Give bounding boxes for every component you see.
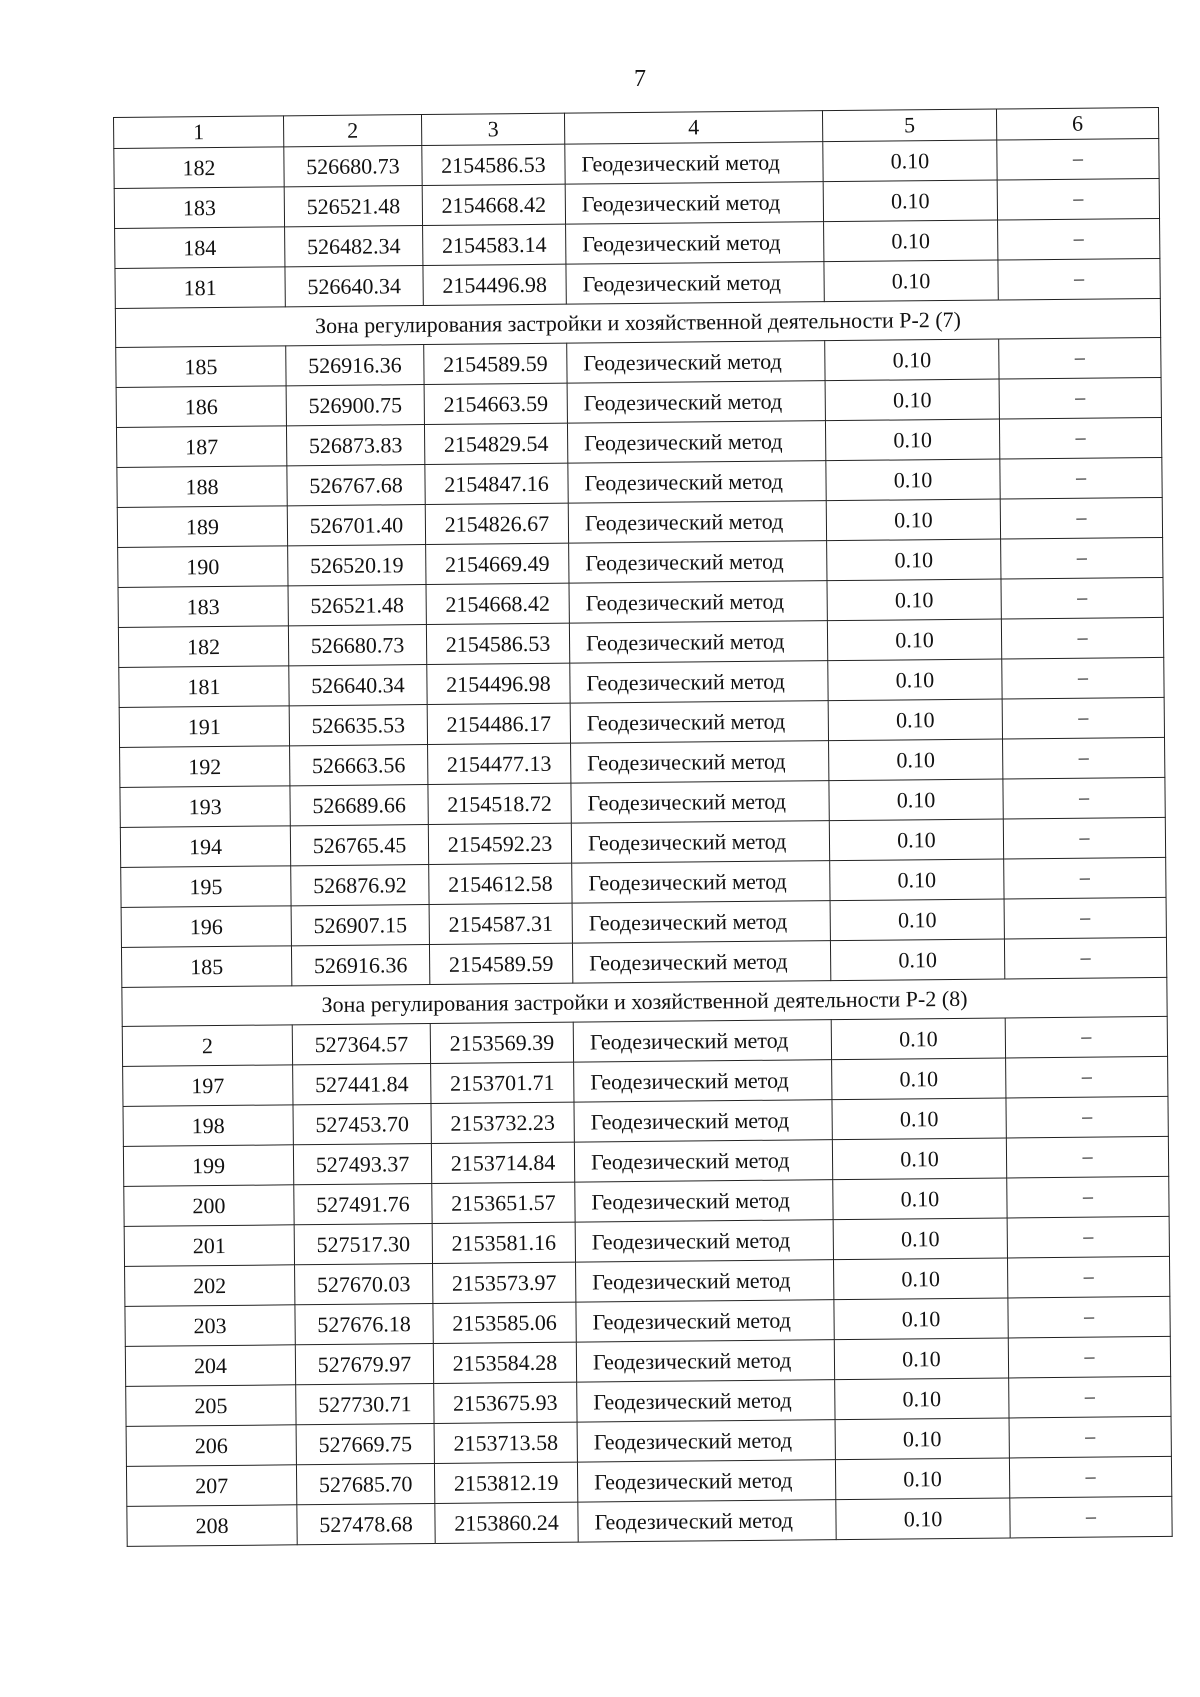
point-number-cell: 196: [121, 906, 291, 948]
note-cell: –: [1006, 1056, 1168, 1098]
note-cell: –: [997, 138, 1159, 180]
accuracy-cell: 0.10: [834, 1338, 1008, 1380]
note-cell: –: [1008, 1336, 1170, 1378]
section-title: Зона регулирования застройки и хозяйственной деятельности Р-2 (7): [115, 298, 1160, 347]
method-cell: Геодезический метод: [577, 1460, 835, 1502]
method-cell: Геодезический метод: [567, 341, 825, 383]
method-cell: Геодезический метод: [566, 262, 824, 304]
method-cell: Геодезический метод: [577, 1420, 835, 1462]
x-coordinate-cell: 526521.48: [284, 186, 422, 227]
x-coordinate-cell: 526520.19: [288, 545, 426, 586]
point-number-cell: 201: [124, 1225, 294, 1267]
note-cell: –: [1004, 897, 1166, 939]
x-coordinate-cell: 526765.45: [290, 825, 428, 866]
method-cell: Геодезический метод: [574, 1140, 832, 1182]
accuracy-cell: 0.10: [828, 659, 1002, 701]
accuracy-cell: 0.10: [825, 419, 999, 461]
x-coordinate-cell: 527676.18: [295, 1303, 433, 1344]
x-coordinate-cell: 526680.73: [288, 625, 426, 666]
accuracy-cell: 0.10: [833, 1218, 1007, 1260]
accuracy-cell: 0.10: [830, 939, 1004, 981]
x-coordinate-cell: 527669.75: [296, 1423, 434, 1464]
accuracy-cell: 0.10: [830, 859, 1004, 901]
accuracy-cell: 0.10: [826, 499, 1000, 541]
method-cell: Геодезический метод: [576, 1260, 834, 1302]
note-cell: –: [1002, 697, 1164, 739]
note-cell: –: [1007, 1256, 1169, 1298]
accuracy-cell: 0.10: [829, 779, 1003, 821]
y-coordinate-cell: 2154847.16: [425, 463, 568, 504]
note-cell: –: [1002, 657, 1164, 699]
point-number-cell: 183: [114, 187, 284, 229]
x-coordinate-cell: 526689.66: [290, 785, 428, 826]
y-coordinate-cell: 2153812.19: [434, 1462, 577, 1503]
x-coordinate-cell: 526482.34: [285, 226, 423, 267]
point-number-cell: 185: [121, 946, 291, 988]
note-cell: –: [1007, 1176, 1169, 1218]
method-cell: Геодезический метод: [568, 501, 826, 543]
x-coordinate-cell: 527441.84: [293, 1063, 431, 1104]
point-number-cell: 207: [126, 1465, 296, 1507]
accuracy-cell: 0.10: [823, 180, 997, 222]
note-cell: –: [999, 377, 1161, 419]
x-coordinate-cell: 527730.71: [296, 1383, 434, 1424]
note-cell: –: [1004, 857, 1166, 899]
accuracy-cell: 0.10: [826, 459, 1000, 501]
method-cell: Геодезический метод: [576, 1340, 834, 1382]
table-body: [114, 107, 1173, 1546]
accuracy-cell: 0.10: [836, 1498, 1010, 1540]
accuracy-cell: 0.10: [827, 619, 1001, 661]
column-header: 6: [996, 107, 1158, 140]
point-number-cell: 206: [126, 1425, 296, 1467]
note-cell: –: [999, 337, 1161, 379]
y-coordinate-cell: 2153860.24: [435, 1502, 578, 1543]
method-cell: Геодезический метод: [571, 821, 829, 863]
method-cell: Геодезический метод: [577, 1380, 835, 1422]
method-cell: Геодезический метод: [578, 1500, 836, 1542]
accuracy-cell: 0.10: [835, 1418, 1009, 1460]
point-number-cell: 189: [117, 506, 287, 548]
accuracy-cell: 0.10: [829, 739, 1003, 781]
x-coordinate-cell: 527364.57: [292, 1023, 430, 1064]
accuracy-cell: 0.10: [835, 1378, 1009, 1420]
y-coordinate-cell: 2154477.13: [428, 743, 571, 784]
y-coordinate-cell: 2154669.49: [426, 543, 569, 584]
y-coordinate-cell: 2154518.72: [428, 783, 571, 824]
y-coordinate-cell: 2154668.42: [422, 184, 565, 225]
y-coordinate-cell: 2154496.98: [427, 663, 570, 704]
note-cell: –: [1000, 497, 1162, 539]
x-coordinate-cell: 526876.92: [291, 865, 429, 906]
accuracy-cell: 0.10: [827, 579, 1001, 621]
accuracy-cell: 0.10: [824, 260, 998, 302]
method-cell: Геодезический метод: [569, 541, 827, 583]
y-coordinate-cell: 2154589.59: [429, 943, 572, 984]
method-cell: Геодезический метод: [573, 1020, 831, 1062]
method-cell: Геодезический метод: [565, 182, 823, 224]
y-coordinate-cell: 2154496.98: [423, 264, 566, 305]
column-header: 2: [283, 115, 421, 147]
note-cell: –: [998, 258, 1160, 300]
x-coordinate-cell: 527517.30: [294, 1223, 432, 1264]
method-cell: Геодезический метод: [567, 381, 825, 423]
x-coordinate-cell: 527491.76: [294, 1183, 432, 1224]
note-cell: –: [998, 218, 1160, 260]
accuracy-cell: 0.10: [834, 1298, 1008, 1340]
y-coordinate-cell: 2153581.16: [432, 1222, 575, 1263]
y-coordinate-cell: 2154663.59: [424, 383, 567, 424]
x-coordinate-cell: 526521.48: [288, 585, 426, 626]
point-number-cell: 185: [116, 346, 286, 388]
method-cell: Геодезический метод: [571, 781, 829, 823]
point-number-cell: 205: [126, 1385, 296, 1427]
point-number-cell: 191: [119, 706, 289, 748]
y-coordinate-cell: 2154486.17: [427, 703, 570, 744]
x-coordinate-cell: 526680.73: [284, 146, 422, 187]
y-coordinate-cell: 2154592.23: [428, 823, 571, 864]
document-sheet: [113, 107, 1172, 1547]
y-coordinate-cell: 2153675.93: [434, 1382, 577, 1423]
note-cell: –: [1006, 1096, 1168, 1138]
method-cell: Геодезический метод: [570, 701, 828, 743]
accuracy-cell: 0.10: [831, 1018, 1005, 1060]
point-number-cell: 199: [123, 1145, 293, 1187]
note-cell: –: [1004, 937, 1166, 979]
note-cell: –: [1003, 777, 1165, 819]
note-cell: –: [1007, 1216, 1169, 1258]
y-coordinate-cell: 2153713.58: [434, 1422, 577, 1463]
point-number-cell: 193: [120, 786, 290, 828]
x-coordinate-cell: 527685.70: [296, 1463, 434, 1504]
point-number-cell: 200: [124, 1185, 294, 1227]
point-number-cell: 194: [120, 826, 290, 868]
x-coordinate-cell: 526907.15: [291, 905, 429, 946]
note-cell: –: [1000, 457, 1162, 499]
page-number: 7: [634, 66, 646, 92]
method-cell: Геодезический метод: [572, 861, 830, 903]
note-cell: –: [997, 178, 1159, 220]
note-cell: –: [999, 417, 1161, 459]
coordinates-table: [113, 107, 1173, 1547]
x-coordinate-cell: 526640.34: [285, 266, 423, 307]
y-coordinate-cell: 2153714.84: [431, 1142, 574, 1183]
note-cell: –: [1003, 817, 1165, 859]
y-coordinate-cell: 2154826.67: [425, 503, 568, 544]
method-cell: Геодезический метод: [571, 741, 829, 783]
y-coordinate-cell: 2153584.28: [433, 1342, 576, 1383]
column-header: 1: [114, 116, 284, 149]
point-number-cell: 204: [125, 1345, 295, 1387]
accuracy-cell: 0.10: [830, 899, 1004, 941]
y-coordinate-cell: 2154829.54: [424, 423, 567, 464]
section-title: Зона регулирования застройки и хозяйственной деятельности Р-2 (8): [122, 977, 1167, 1026]
note-cell: –: [1010, 1496, 1172, 1538]
point-number-cell: 181: [115, 267, 285, 309]
y-coordinate-cell: 2153651.57: [432, 1182, 575, 1223]
point-number-cell: 184: [115, 227, 285, 269]
accuracy-cell: 0.10: [832, 1058, 1006, 1100]
column-header: 4: [564, 111, 822, 144]
accuracy-cell: 0.10: [823, 140, 997, 182]
y-coordinate-cell: 2153585.06: [433, 1302, 576, 1343]
note-cell: –: [1001, 537, 1163, 579]
y-coordinate-cell: 2154586.53: [422, 144, 565, 185]
point-number-cell: 195: [121, 866, 291, 908]
point-number-cell: 190: [118, 546, 288, 588]
y-coordinate-cell: 2153732.23: [431, 1102, 574, 1143]
x-coordinate-cell: 527679.97: [295, 1343, 433, 1384]
method-cell: Геодезический метод: [574, 1100, 832, 1142]
point-number-cell: 182: [118, 626, 288, 668]
note-cell: –: [1008, 1296, 1170, 1338]
x-coordinate-cell: 526701.40: [287, 505, 425, 546]
point-number-cell: 198: [123, 1105, 293, 1147]
y-coordinate-cell: 2153573.97: [433, 1262, 576, 1303]
y-coordinate-cell: 2154587.31: [429, 903, 572, 944]
point-number-cell: 183: [118, 586, 288, 628]
y-coordinate-cell: 2154589.59: [424, 343, 567, 384]
method-cell: Геодезический метод: [568, 461, 826, 503]
x-coordinate-cell: 527478.68: [297, 1503, 435, 1544]
method-cell: Геодезический метод: [569, 581, 827, 623]
method-cell: Геодезический метод: [567, 421, 825, 463]
note-cell: –: [1003, 737, 1165, 779]
note-cell: –: [1001, 617, 1163, 659]
accuracy-cell: 0.10: [834, 1258, 1008, 1300]
point-number-cell: 192: [120, 746, 290, 788]
point-number-cell: 203: [125, 1305, 295, 1347]
x-coordinate-cell: 526635.53: [289, 705, 427, 746]
note-cell: –: [1005, 1016, 1167, 1058]
method-cell: Геодезический метод: [574, 1060, 832, 1102]
accuracy-cell: 0.10: [832, 1138, 1006, 1180]
accuracy-cell: 0.10: [829, 819, 1003, 861]
y-coordinate-cell: 2154668.42: [426, 583, 569, 624]
accuracy-cell: 0.10: [828, 699, 1002, 741]
x-coordinate-cell: 526916.36: [286, 345, 424, 386]
method-cell: Геодезический метод: [575, 1180, 833, 1222]
y-coordinate-cell: 2153569.39: [430, 1022, 573, 1063]
method-cell: Геодезический метод: [570, 661, 828, 703]
method-cell: Геодезический метод: [576, 1300, 834, 1342]
x-coordinate-cell: 526767.68: [287, 465, 425, 506]
point-number-cell: 188: [117, 466, 287, 508]
method-cell: Геодезический метод: [572, 901, 830, 943]
point-number-cell: 182: [114, 147, 284, 189]
method-cell: Геодезический метод: [575, 1220, 833, 1262]
point-number-cell: 186: [116, 386, 286, 428]
column-header: 3: [421, 113, 564, 145]
x-coordinate-cell: 527493.37: [293, 1143, 431, 1184]
y-coordinate-cell: 2153701.71: [431, 1062, 574, 1103]
method-cell: Геодезический метод: [566, 222, 824, 264]
accuracy-cell: 0.10: [827, 539, 1001, 581]
x-coordinate-cell: 526916.36: [291, 945, 429, 986]
point-number-cell: 202: [125, 1265, 295, 1307]
point-number-cell: 181: [119, 666, 289, 708]
y-coordinate-cell: 2154583.14: [423, 224, 566, 265]
note-cell: –: [1009, 1416, 1171, 1458]
column-header: 5: [822, 109, 996, 142]
point-number-cell: 187: [116, 426, 286, 468]
note-cell: –: [1009, 1376, 1171, 1418]
method-cell: Геодезический метод: [565, 142, 823, 184]
x-coordinate-cell: 526640.34: [289, 665, 427, 706]
x-coordinate-cell: 526873.83: [286, 425, 424, 466]
accuracy-cell: 0.10: [832, 1098, 1006, 1140]
method-cell: Геодезический метод: [572, 941, 830, 983]
note-cell: –: [1001, 577, 1163, 619]
x-coordinate-cell: 526900.75: [286, 385, 424, 426]
y-coordinate-cell: 2154586.53: [426, 623, 569, 664]
point-number-cell: 2: [122, 1025, 292, 1067]
x-coordinate-cell: 527453.70: [293, 1103, 431, 1144]
accuracy-cell: 0.10: [824, 220, 998, 262]
accuracy-cell: 0.10: [825, 339, 999, 381]
accuracy-cell: 0.10: [835, 1458, 1009, 1500]
accuracy-cell: 0.10: [833, 1178, 1007, 1220]
x-coordinate-cell: 526663.56: [290, 745, 428, 786]
note-cell: –: [1009, 1456, 1171, 1498]
y-coordinate-cell: 2154612.58: [429, 863, 572, 904]
accuracy-cell: 0.10: [825, 379, 999, 421]
point-number-cell: 197: [123, 1065, 293, 1107]
note-cell: –: [1006, 1136, 1168, 1178]
method-cell: Геодезический метод: [569, 621, 827, 663]
point-number-cell: 208: [127, 1505, 297, 1547]
x-coordinate-cell: 527670.03: [295, 1263, 433, 1304]
